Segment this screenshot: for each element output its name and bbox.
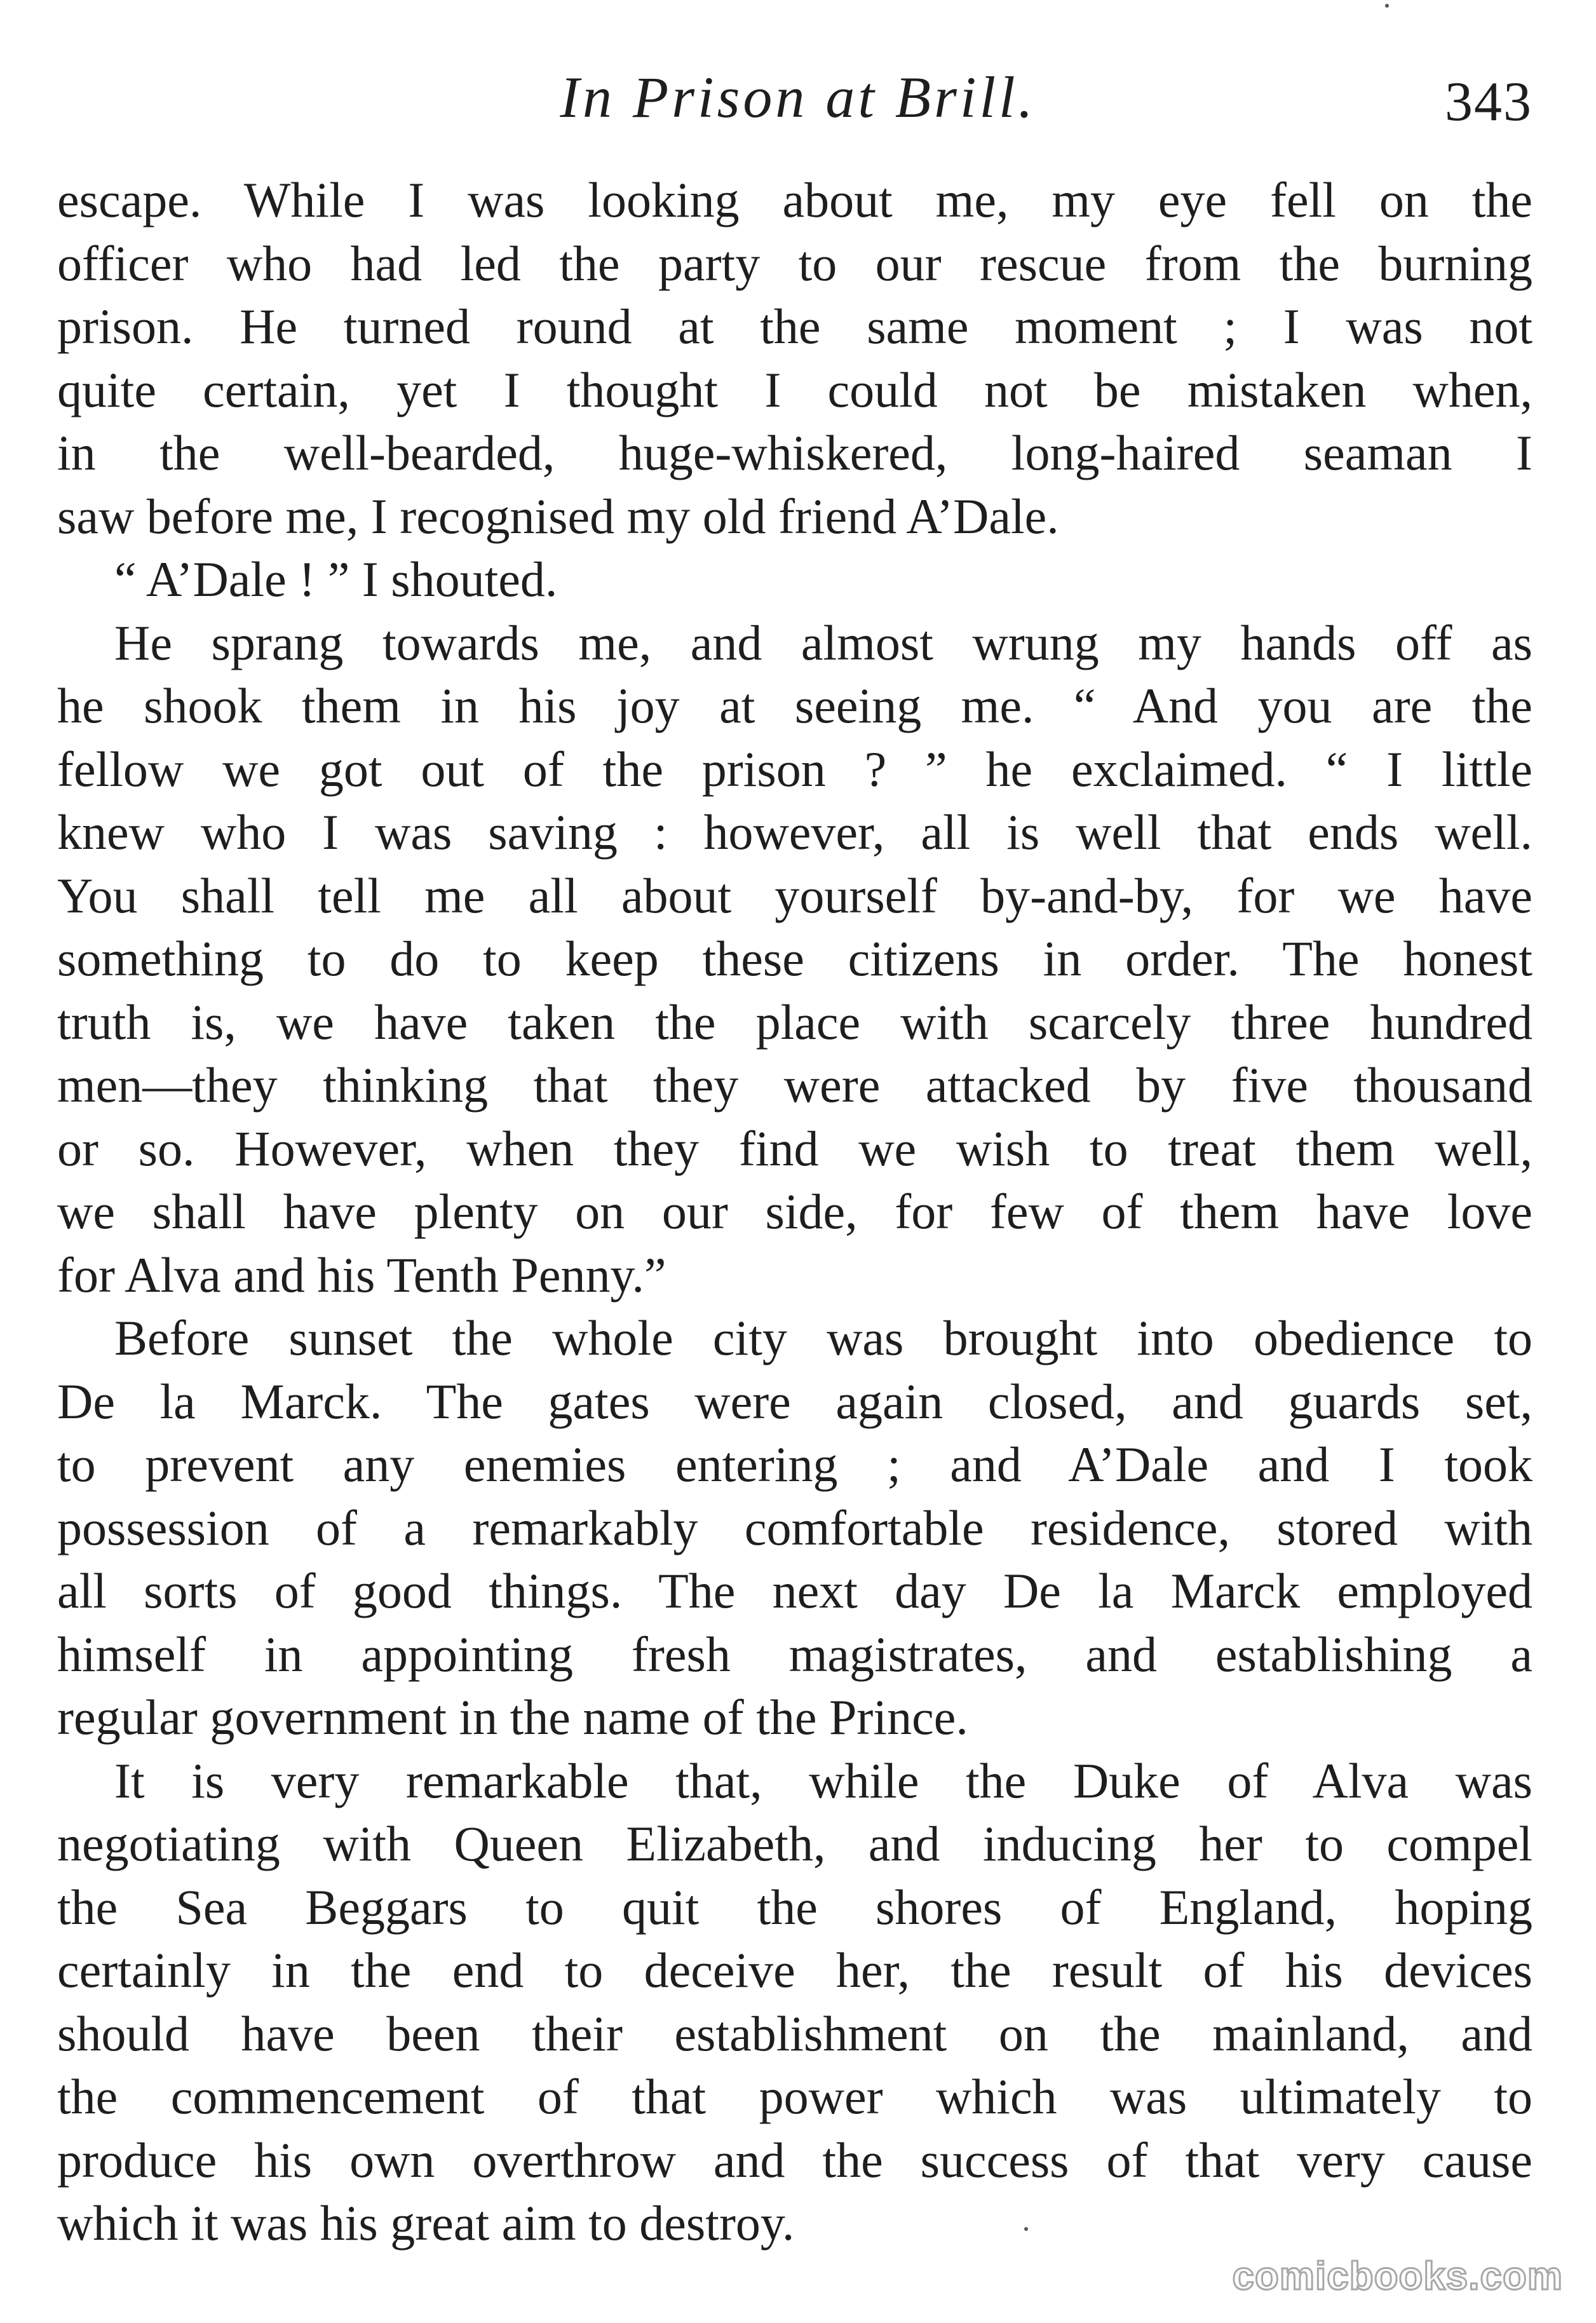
- ink-speck: [1024, 2227, 1028, 2231]
- text-line: De la Marck. The gates were again closed, and guards set,: [57, 1373, 1532, 1429]
- text-line: saw before me, I recognised my old friend A’Dale.: [57, 488, 1059, 544]
- text-line: negotiating with Queen Elizabeth, and inducing her to compel: [57, 1816, 1532, 1871]
- text-line: in the well-bearded, huge-whiskered, long-haired seaman I: [57, 425, 1532, 480]
- text-line: fellow we got out of the prison ? ” he exclaimed. “ I little: [57, 741, 1532, 797]
- page-number: 343: [1445, 71, 1532, 133]
- text-line: He sprang towards me, and almost wrung my hands off as: [114, 614, 1532, 670]
- text-body: [57, 168, 1532, 2255]
- text-line: should have been their establishment on the mainland, and: [57, 2005, 1532, 2061]
- text-line: Before sunset the whole city was brought into obedience to: [114, 1310, 1532, 1365]
- text-line: we shall have plenty on our side, for few of them have love: [57, 1184, 1532, 1239]
- running-title: In Prison at Brill.: [560, 65, 1036, 130]
- text-line: certainly in the end to deceive her, the result of his devices: [57, 1942, 1532, 1998]
- text-line: officer who had led the party to our rescue from the burning: [57, 235, 1532, 291]
- ink-speck: [1385, 4, 1389, 8]
- text-line: “ A’Dale ! ” I shouted.: [114, 552, 558, 607]
- text-line: escape. While I was looking about me, my eye fell on the: [57, 172, 1532, 227]
- text-line: the Sea Beggars to quit the shores of England, hoping: [57, 1879, 1532, 1935]
- text-line: he shook them in his joy at seeing me. “ And you are the: [57, 678, 1532, 733]
- text-line: You shall tell me all about yourself by-and-by, for we have: [57, 867, 1532, 923]
- text-line: men—they thinking that they were attacked by five thousand: [57, 1057, 1532, 1113]
- text-line: knew who I was saving : however, all is well that ends well.: [57, 804, 1532, 860]
- watermark: comicbooks.com: [1232, 2254, 1563, 2298]
- text-line: which it was his great aim to destroy.: [57, 2195, 795, 2251]
- text-line: all sorts of good things. The next day De la Marck employed: [57, 1563, 1532, 1618]
- text-line: the commencement of that power which was ultimately to: [57, 2069, 1532, 2124]
- text-line: himself in appointing fresh magistrates, and establishing a: [57, 1626, 1532, 1682]
- text-line: something to do to keep these citizens in order. The honest: [57, 931, 1532, 986]
- text-line: possession of a remarkably comfortable residence, stored with: [57, 1500, 1532, 1555]
- text-line: It is very remarkable that, while the Duke of Alva was: [114, 1752, 1532, 1808]
- text-line: regular government in the name of the Prince.: [57, 1690, 968, 1745]
- text-line: produce his own overthrow and the success of that very cause: [57, 2132, 1532, 2188]
- text-line: quite certain, yet I thought I could not be mistaken when,: [57, 362, 1532, 417]
- text-line: for Alva and his Tenth Penny.”: [57, 1247, 666, 1303]
- running-head: [57, 56, 1539, 139]
- text-line: truth is, we have taken the place with scarcely three hundred: [57, 994, 1532, 1050]
- text-line: prison. He turned round at the same moment ; I was not: [57, 299, 1532, 354]
- text-line: or so. However, when they find we wish to treat them well,: [57, 1120, 1532, 1176]
- text-line: to prevent any enemies entering ; and A’Dale and I took: [57, 1437, 1532, 1492]
